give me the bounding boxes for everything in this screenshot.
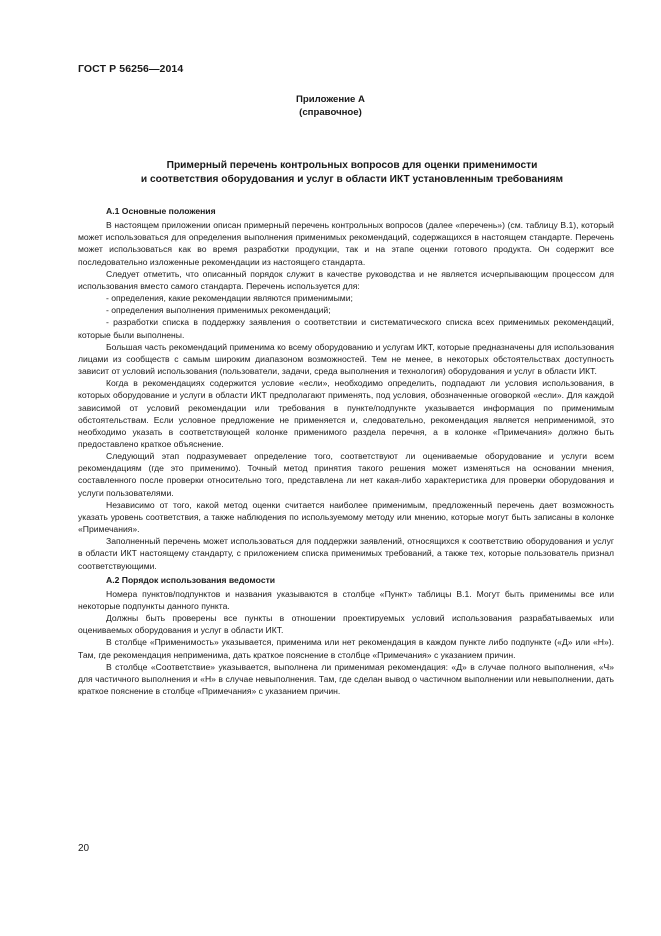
- list-item: - определения выполнения применимых рекомендаций;: [106, 305, 331, 316]
- standard-header: ГОСТ Р 56256—2014: [78, 63, 184, 75]
- document-body: [78, 205, 614, 697]
- paragraph: Большая часть рекомендаций применима ко всему оборудованию и услугам ИКТ, которые предназначены для использования лицами из сообществ с самым широким диапазоном возможностей. Тем не менее, в некоторых обстоятельствах доступность зависит от условий использования (пользователи, задачи, среда выполнения и технология) оборудования и услуг в области ИКТ.: [78, 341, 614, 377]
- appendix-title-line-1: Примерный перечень контрольных вопросов для оценки применимости: [166, 160, 538, 171]
- section-a1-heading: А.1 Основные положения: [106, 206, 216, 216]
- paragraph: Номера пунктов/подпунктов и названия указываются в столбце «Пункт» таблицы В.1. Могут быть применимы все или некоторые подпункты данного пункта.: [78, 588, 614, 611]
- paragraph: В настоящем приложении описан примерный перечень контрольных вопросов (далее «перечень») (см. таблицу В.1), который может использоваться для определения выполнения применимых рекомендаций, содержащихся в настоящем стандарте. Перечень может использоваться как во время разработки продукции, так и на этапе оценки готового продукта. Он содержит все последовательно изложенные рекомендации из настоящего стандарта.: [78, 220, 614, 267]
- paragraph: Заполненный перечень может использоваться для поддержки заявлений, относящихся к соответствию оборудования и услуг в области ИКТ настоящему стандарту, с приложением списка применимых требований, а также тех, которые пользователь признал соответствующими.: [78, 536, 614, 571]
- appendix-label-block: [0, 93, 661, 119]
- page-number: 20: [78, 843, 90, 854]
- section-a2-heading: А.2 Порядок использования ведомости: [106, 574, 276, 585]
- paragraph: В столбце «Применимость» указывается, применима или нет рекомендация в каждом пункте либо подпункте («Д» или «Н»). Там, где рекомендация неприменима, дать краткое пояснение в столбце «Примечания» с указанием причин.: [78, 637, 614, 660]
- paragraph: Следующий этап подразумевает определение того, соответствуют ли оцениваемые оборудование и услуги всем рекомендациям (где это применимо). Точный метод принятия такого решения может изменяться на основании мнения, составленного после проверки относительно того, представлена ли нет какая-либо характеристика для проверки оборудования и услуги пользователями.: [78, 451, 614, 498]
- paragraph: Следует отметить, что описанный порядок служит в качестве руководства и не является исчерпывающим процессом для использования вместо самого стандарта. Перечень используется для:: [78, 268, 614, 291]
- appendix-label: Приложение А: [296, 94, 365, 105]
- paragraph: В столбце «Соответствие» указывается, выполнена ли применимая рекомендация: «Д» в случае полного выполнения, «Ч» для частичного выполнения и «Н» в случае невыполнения. Там, где сделан вывод о частичном выполнении или невыполнении, дать краткое пояснение в столбце «Примечания» с указанием причин.: [78, 661, 614, 697]
- list-item: - разработки списка в поддержку заявления о соответствии и систематического списка всех применимых рекомендаций, которые были выполнены.: [78, 317, 614, 340]
- paragraph: Независимо от того, какой метод оценки считается наиболее применимым, предложенный перечень дает возможность указать уровень соответствия, а также наблюдения по используемому методу или мнению, которые могут быть записаны в колонке «Примечания».: [78, 499, 614, 535]
- appendix-type: (справочное): [299, 107, 362, 118]
- appendix-title-line-2: и соответствия оборудования и услуг в области ИКТ установленным требованиям: [140, 173, 564, 185]
- appendix-title: [78, 159, 626, 186]
- paragraph: Должны быть проверены все пункты в отношении проектируемых условий использования разрабатываемых или оцениваемых оборудования и услуг в области ИКТ.: [78, 613, 614, 636]
- paragraph: Когда в рекомендациях содержится условие «если», необходимо определить, подпадают ли условия использования, в которых оборудование и услуги в области ИКТ предполагают применять, под условия, обозначенные оговоркой «если». Для каждой зависимой от условий рекомендации или требования в пункте/подпункте указывается информация по применимым обстоятельствам. Если условное предложение не применяется и, следовательно, рекомендация является неприменимой, это необходимо указать в соответствующей колонке применимого раздела перечня, а в колонке «Примечания» должно быть предоставлено краткое объяснение.: [78, 378, 614, 449]
- list-item: - определения, какие рекомендации являются применимыми;: [106, 293, 353, 304]
